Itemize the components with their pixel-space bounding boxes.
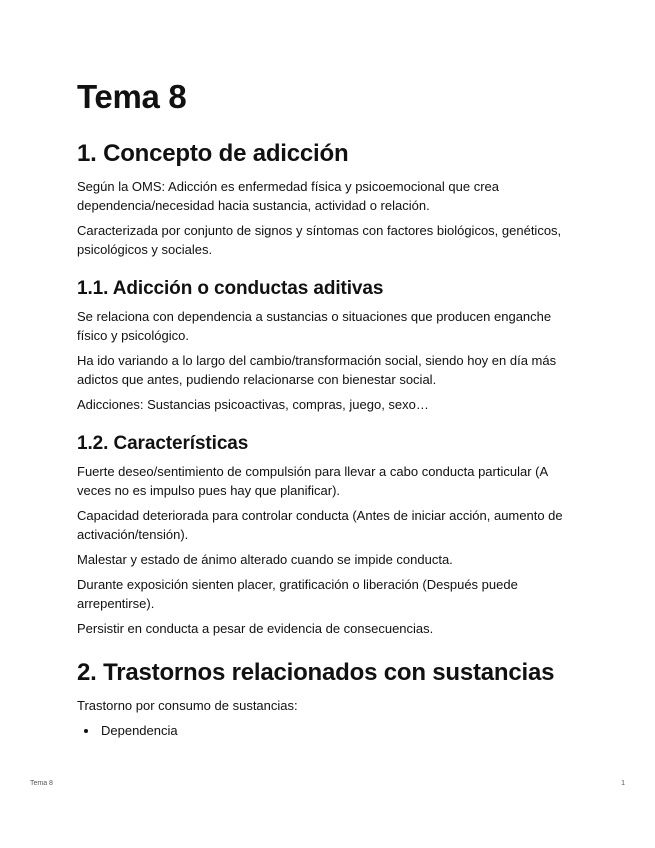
paragraph: Ha ido variando a lo largo del cambio/transformación social, siendo hoy en día más adictos que antes, pudiendo relacionarse con bienestar social. [77,353,557,387]
page-title: Tema 8 [77,78,187,115]
paragraph: Persistir en conducta a pesar de evidencia de consecuencias. [77,621,434,636]
section-heading-concepto: 1. Concepto de adicción [77,140,349,167]
paragraph: Se relaciona con dependencia a sustancias o situaciones que producen enganche físico y psicológico. [77,309,552,343]
paragraph: Durante exposición sienten placer, gratificación o liberación (Después puede arrepentirse). [77,577,518,611]
bullet-list [77,721,582,740]
subsection-heading-adiccion: 1.1. Adicción o conductas aditivas [77,278,384,299]
paragraph: Caracterizada por conjunto de signos y síntomas con factores biológicos, genéticos, psicológicos y sociales. [77,223,562,257]
footer-document-title: Tema 8 [30,780,53,787]
paragraph: Fuerte deseo/sentimiento de compulsión para llevar a cabo conducta particular (A veces no es impulso pues hay que planificar). [77,464,548,498]
paragraph: Trastorno por consumo de sustancias: [77,698,298,713]
paragraph: Según la OMS: Adicción es enfermedad física y psicoemocional que crea dependencia/necesidad hacia sustancia, actividad o relación. [77,179,500,213]
paragraph: Adicciones: Sustancias psicoactivas, compras, juego, sexo… [77,397,429,412]
paragraph: Malestar y estado de ánimo alterado cuando se impide conducta. [77,552,453,567]
section-heading-trastornos: 2. Trastornos relacionados con sustancias [77,659,555,686]
footer-page-number: 1 [621,780,625,787]
document-page [77,77,582,740]
paragraph: Capacidad deteriorada para controlar conducta (Antes de iniciar acción, aumento de activación/tensión). [77,508,563,542]
subsection-heading-caracteristicas: 1.2. Características [77,433,249,454]
list-item: • Dependencia [99,721,582,740]
